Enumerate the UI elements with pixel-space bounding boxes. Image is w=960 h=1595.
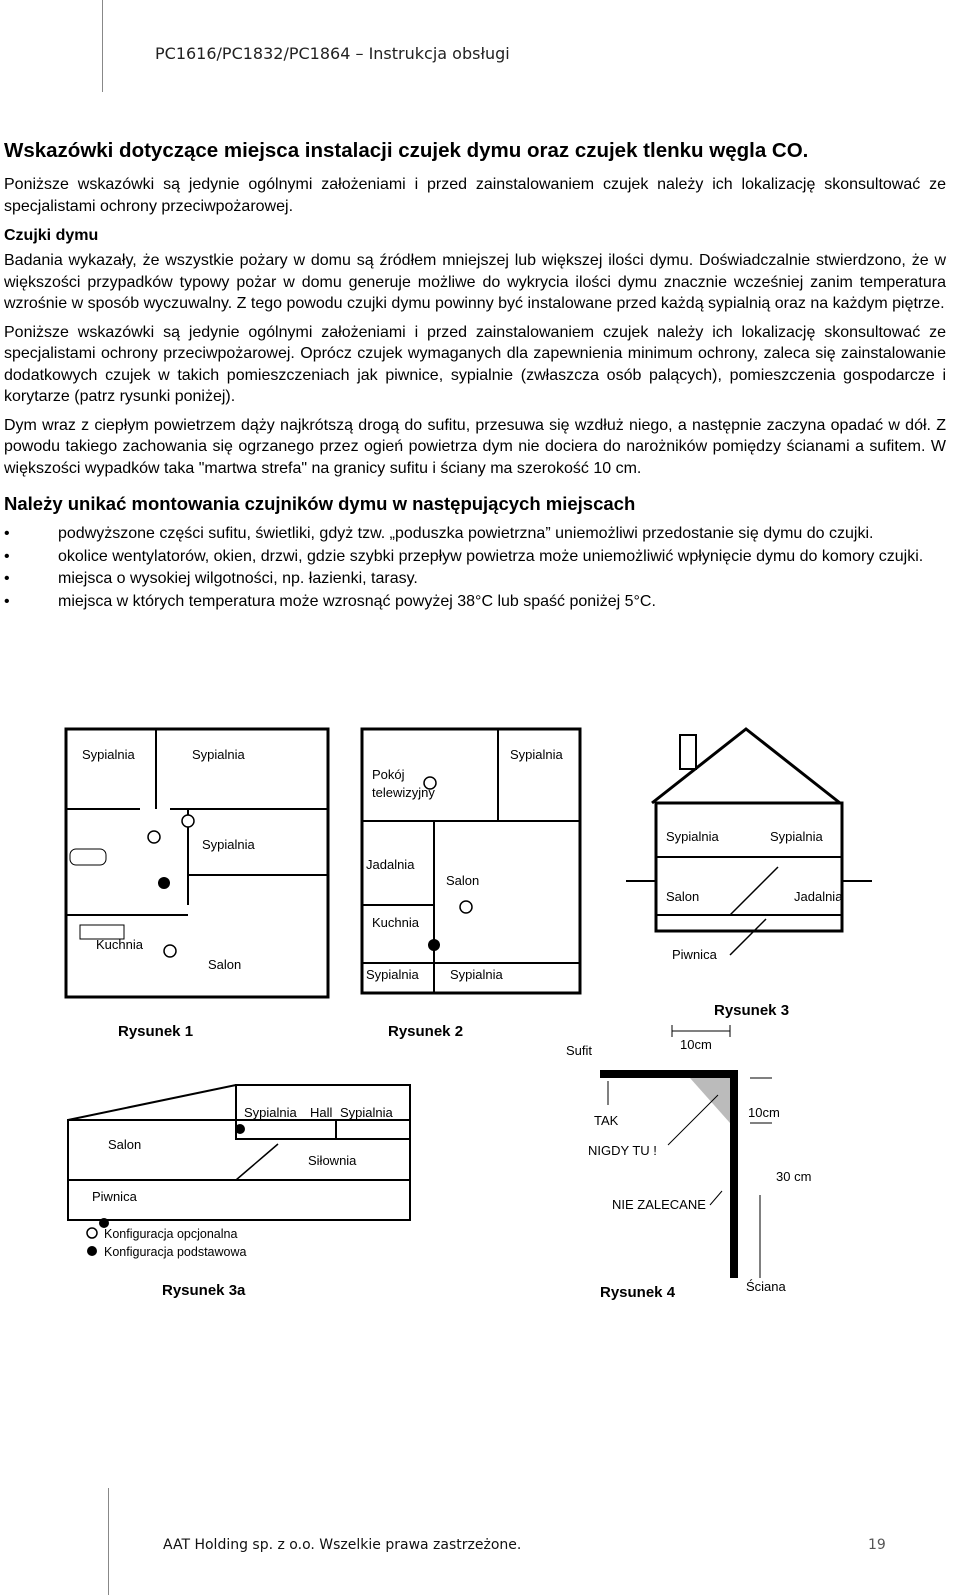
- page-number: 19: [868, 1537, 886, 1553]
- paragraph-3: Dym wraz z ciepłym powietrzem dąży najkrótszą drogą do sufitu, przesuwa się wzdłuż niego, a następnie zaczyna opadać w dół. Z powodu takiego zachowania się ogrzanego przez ogień powietrza dym nie dociera do narożników pomiędzy ścianami a sufitem. W większości wypadków taka "martwa strefa" na granicy sufitu i ściany ma szerokość 10 cm.: [4, 416, 946, 477]
- paragraph-2: Poniższe wskazówki są jedynie ogólnymi założeniami i przed zainstalowaniem czujek należy ich lokalizację skonsultować ze specjalistami ochrony przeciwpożarowej. Oprócz czujek wymaganych dla zapewnienia minimum ochrony, zaleca się zainstalowanie dodatkowych czujek w takich pomieszczeniach jak piwnice, sypialnie (zwłaszcza osób palących), pomieszczenia gospodarcze i korytarze (patrz rysunki poniżej).: [4, 323, 946, 405]
- list-item: • miejsca w których temperatura może wzrosnąć powyżej 38°C lub spaść poniżej 5°C.: [4, 591, 946, 613]
- avoid-heading: Należy unikać montowania czujników dymu w następujących miejscach: [4, 493, 636, 514]
- room-label: Pokój: [372, 767, 405, 782]
- room-label: Salon: [666, 889, 700, 904]
- figures-illustration: [60, 725, 890, 1305]
- room-label: Sypialnia: [770, 829, 823, 844]
- room-label: Sypialnia: [666, 829, 719, 844]
- room-label: Kuchnia: [372, 915, 419, 930]
- figure-3: [626, 729, 872, 1019]
- room-label: Sypialnia: [510, 747, 563, 762]
- room-label: telewizyjny: [372, 785, 435, 800]
- legend-basic: Konfiguracja podstawowa: [104, 1245, 247, 1259]
- room-label: Hall: [310, 1105, 333, 1120]
- header-rule: [102, 0, 103, 92]
- room-label: Sypialnia: [450, 967, 503, 982]
- room-label: Salon: [108, 1137, 142, 1152]
- room-label: Piwnica: [92, 1189, 137, 1204]
- room-label: Sypialnia: [244, 1105, 297, 1120]
- figure-4-label: 30 cm: [776, 1169, 812, 1184]
- figure-3a: [68, 1085, 410, 1299]
- avoid-list: [4, 523, 946, 612]
- room-label: Sypialnia: [82, 747, 135, 762]
- figure-4: [566, 1025, 811, 1301]
- figure-4-label: NIE ZALECANE: [612, 1197, 706, 1212]
- room-label: Sypialnia: [366, 967, 419, 982]
- figure-4-label: Ściana: [746, 1279, 786, 1294]
- list-item: • miejsca o wysokiej wilgotności, np. łazienki, tarasy.: [4, 568, 946, 590]
- figure-caption: Rysunek 3: [714, 1002, 790, 1019]
- figure-4-label: TAK: [594, 1113, 619, 1128]
- figure-caption: Rysunek 1: [118, 1023, 194, 1040]
- figure-4-label: Sufit: [566, 1043, 593, 1058]
- footer-rule: [108, 1488, 109, 1595]
- room-label: Siłownia: [308, 1153, 357, 1168]
- smoke-heading: Czujki dymu: [4, 227, 99, 244]
- footer-text: AAT Holding sp. z o.o. Wszelkie prawa zastrzeżone.: [163, 1537, 522, 1553]
- list-item: • podwyższone części sufitu, świetliki, gdyż tzw. „poduszka powietrzna” uniemożliwi przedostanie się dymu do czujki.: [4, 523, 946, 545]
- room-label: Jadalnia: [366, 857, 415, 872]
- room-label: Sypialnia: [202, 837, 255, 852]
- page-header: PC1616/PC1832/PC1864 – Instrukcja obsługi: [155, 44, 510, 63]
- room-label: Salon: [446, 873, 480, 888]
- figure-caption: Rysunek 4: [600, 1284, 676, 1301]
- figure-4-label: 10cm: [680, 1037, 712, 1052]
- figure-1: [66, 729, 328, 1040]
- room-label: Sypialnia: [192, 747, 245, 762]
- paragraph-1: Badania wykazały, że wszystkie pożary w domu są źródłem mniejszej lub większej ilości dymu. Doświadczalnie stwierdzono, że w większości przypadków typowy pożar w domu generuje możliwe do wykrycia ilości dymu znacznie wcześniej zanim temperatura wzrośnie w sposób wyczuwalny. Z tego powodu czujki dymu powinny być instalowane przed każdą sypialnią oraz na każdym piętrze.: [4, 252, 946, 312]
- figure-2: [362, 729, 580, 1040]
- main-content: [4, 138, 946, 613]
- room-label: Kuchnia: [96, 937, 143, 952]
- list-item: • okolice wentylatorów, okien, drzwi, gdzie szybki przepływ powietrza może uniemożliwić wpłynięcie dymu do komory czujki.: [4, 546, 946, 568]
- legend-optional: Konfiguracja opcjonalna: [104, 1227, 238, 1241]
- page-title: Wskazówki dotyczące miejsca instalacji czujek dymu oraz czujek tlenku węgla CO.: [4, 139, 809, 162]
- room-label: Piwnica: [672, 947, 717, 962]
- room-label: Sypialnia: [340, 1105, 393, 1120]
- figure-caption: Rysunek 3a: [162, 1282, 246, 1299]
- figure-4-label: NIGDY TU !: [588, 1143, 657, 1158]
- room-label: Jadalnia: [794, 889, 843, 904]
- intro-paragraph: Poniższe wskazówki są jedynie ogólnymi założeniami i przed zainstalowaniem czujek należy ich lokalizację skonsultować ze specjalistami ochrony przeciwpożarowej.: [4, 176, 946, 215]
- figure-caption: Rysunek 2: [388, 1023, 464, 1040]
- room-label: Salon: [208, 957, 242, 972]
- figure-4-label: 10cm: [748, 1105, 780, 1120]
